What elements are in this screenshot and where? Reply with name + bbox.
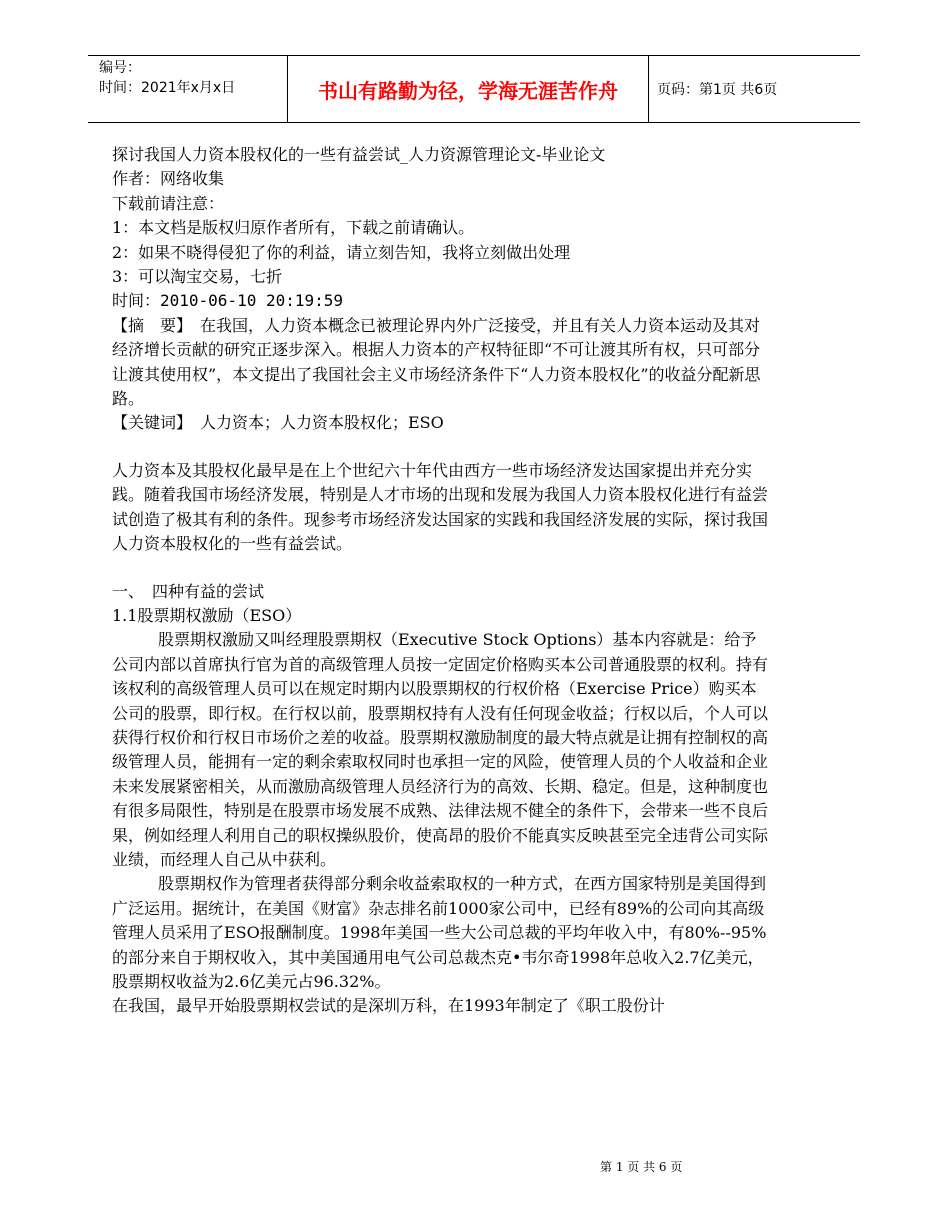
paragraph-china-eso: 在我国，最早开始股票期权尝试的是深圳万科，在1993年制定了《职工股份计 [112,996,665,1016]
doc-time-label: 时间：2021年x月x日 [99,80,236,96]
notice-title: 下载前请注意： [112,193,225,213]
header-page-info: 页码：第1页 共6页 [657,82,778,98]
doc-author: 作者：网络收集 [112,169,225,189]
paragraph-eso-definition: 股票期权激励又叫经理股票期权（Executive Stock Options）基本内容就是：给予公司内部以首席执行官为首的高级管理人员按一定固定价格购买本公司普通股票的权利。持有该权利的高级管理人员可以在规定时期内以股票期权的行权价格（Exercise Price）购买本公司的股票，即行权。在行权以前，股票期权持有人没有任何现金收益；行权以后，个人可以获得行权价和行权日市场价之差的收益。股票期权激励制度的最大特点就是让拥有控制权的高级管理人员，能拥有一定的剩余索取权同时也承担一定的风险，使管理人员的个人收益和企业未来发展紧密相关，从而激励高级管理人员经济行为的高效、长期、稳定。但是，这种制度也有很多局限性，特别是在股票市场发展不成熟、法律法规不健全的条件下，会带来一些不良后果，例如经理人利用自己的职权操纵股价，使高昂的股价不能真实反映甚至完全违背公司实际业绩，而经理人自己从中获利。 [112,630,769,869]
doc-title: 探讨我国人力资本股权化的一些有益尝试_人力资源管理论文-毕业论文 [112,145,606,164]
header-motto: 书山有路勤为径，学海无涯苦作舟 [287,56,649,122]
paragraph-eso-usage: 股票期权作为管理者获得部分剩余收益索取权的一种方式，在西方国家特别是美国得到广泛运用。据统计，在美国《财富》杂志排名前1000家公司中，已经有89%的公司向其高级管理人员采用了ESO报酬制度。1998年美国一些大公司总裁的平均年收入中，有80%--95%的部分来自于期权收入，其中美国通用电气公司总裁杰克•韦尔奇1998年总收入2.7亿美元，股票期权收益为2.6亿美元占96.32%。 [112,874,767,991]
notice-item-3: 3：可以淘宝交易，七折 [112,267,283,287]
header-info-cell [88,56,287,122]
intro-paragraph: 人力资本及其股权化最早是在上个世纪六十年代由西方一些市场经济发达国家提出并充分实践。随着我国市场经济发展，特别是人才市场的出现和发展为我国人力资本股权化进行有益尝试创造了极其有利的条件。现参考市场经济发达国家的实践和我国经济发展的实际，探讨我国人力资本股权化的一些有益尝试。 [112,460,769,554]
subsection-heading: 1.1股票期权激励（ESO） [112,605,302,625]
document-body [112,143,772,1019]
doc-time: 时间：2010-06-10 20:19:59 [112,291,344,311]
abstract: 【摘 要】 在我国，人力资本概念已被理论界内外广泛接受，并且有关人力资本运动及其对经济增长贡献的研究正逐步深入。根据人力资本的产权特征即“不可让渡其所有权，只可部分让渡其使用权”，本文提出了我国社会主义市场经济条件下“人力资本股权化”的收益分配新思路。 [112,315,761,409]
section-heading: 一、 四种有益的尝试 [112,581,265,601]
doc-code-label: 编号： [99,60,141,76]
notice-item-1: 1：本文档是版权归原作者所有，下载之前请确认。 [112,218,475,238]
page-footer: 第 1 页 共 6 页 [600,1160,683,1174]
page-header [88,55,860,123]
notice-item-2: 2：如果不晓得侵犯了你的利益，请立刻告知，我将立刻做出处理 [112,242,571,262]
keywords: 【关键词】 人力资本；人力资本股权化；ESO [112,413,444,433]
